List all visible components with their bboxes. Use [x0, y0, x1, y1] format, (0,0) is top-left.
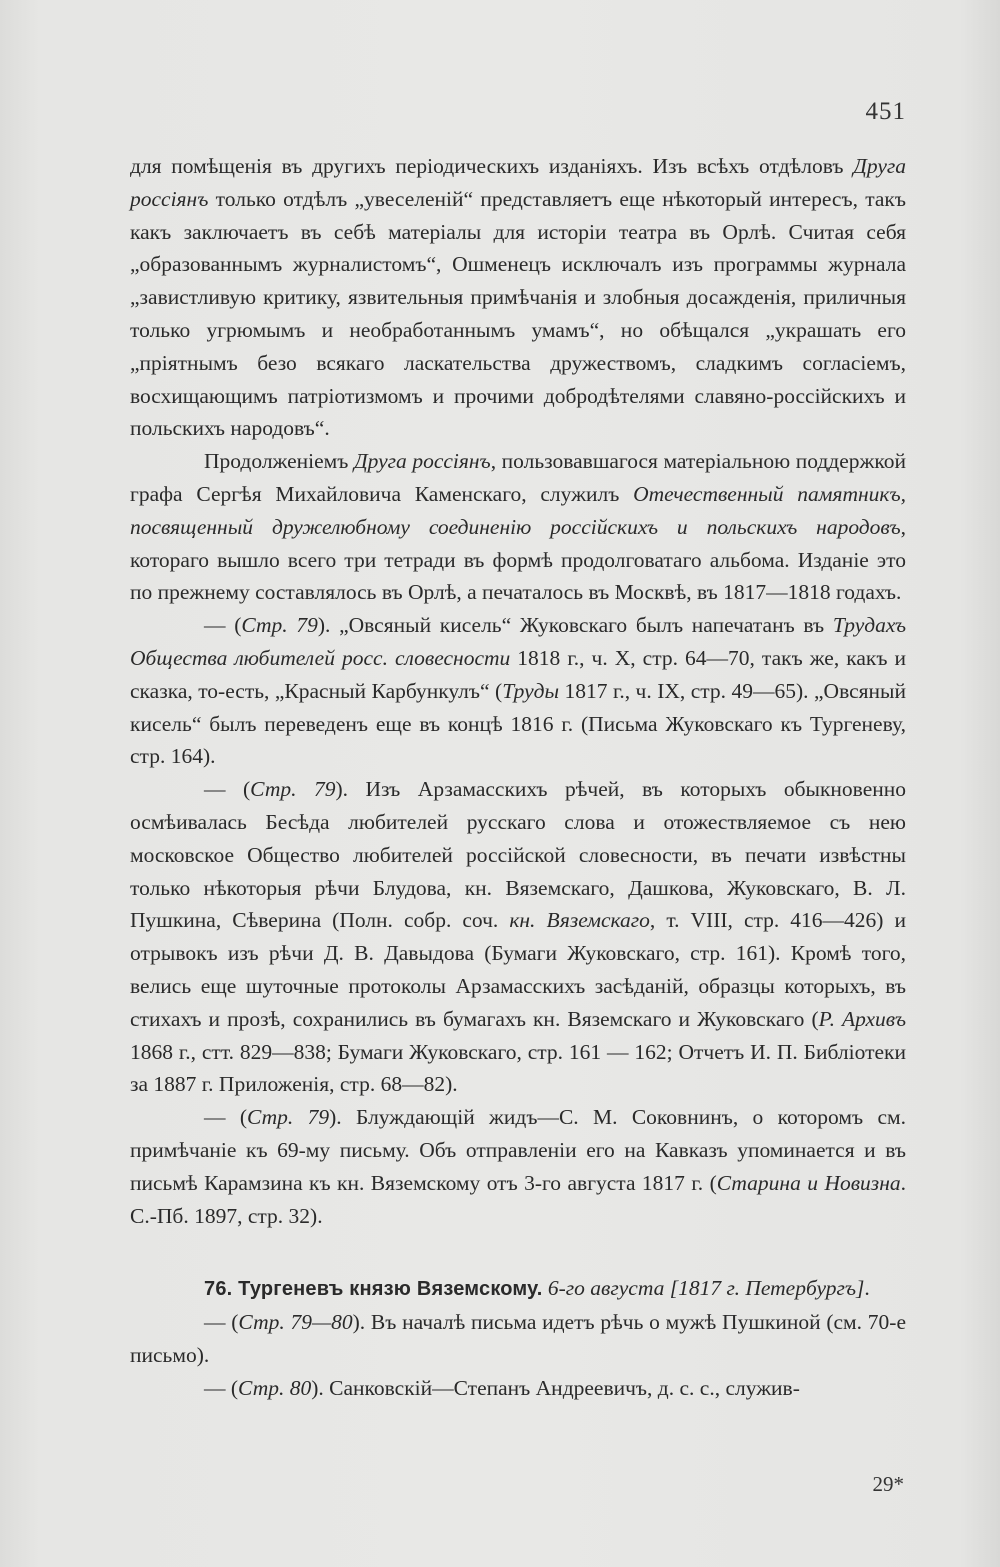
text-run: Продолженіемъ	[204, 449, 354, 474]
text-run: — (	[204, 1310, 239, 1335]
text-run: — (	[204, 1105, 247, 1130]
italic-text-run: Друга россіянъ	[353, 449, 491, 474]
text-run: ). Въ началѣ письма идетъ рѣчь о мужѣ Пушкиной (см. 70-е письмо).	[130, 1310, 906, 1367]
text-run: ). Блуждающій жидъ—С. М. Соковнинъ, о которомъ см. примѣчаніе къ 69-му письму. Объ отправленіи его на Кавказъ упоминается и въ письмѣ Карамзина къ кн. Вяземскому отъ 3-го августа 1817 г. (	[130, 1105, 906, 1195]
text-run: — (	[204, 1375, 239, 1400]
text-run: . С.-Пб. 1897, стр. 32).	[130, 1170, 906, 1228]
italic-text-run: Стр. 79	[250, 777, 336, 802]
italic-text-run: Отечественный памятникъ, посвященный дружелюбному соединенію россійскихъ и польскихъ народовъ	[130, 481, 906, 539]
text-run: , котораго вышло всего три тетради въ формѣ продолговатаго альбома. Изданіе это по прежнему составлялось въ Орлѣ, а печаталось въ Москвѣ, въ 1817—1818 годахъ.	[130, 514, 906, 605]
text-run: , пользовавшагося матеріальною поддержкой графа Сергѣя Михайловича Каменскаго, служилъ	[130, 449, 906, 506]
text-run: ). Изъ Арзамасскихъ рѣчей, въ которыхъ обыкновенно осмѣивалась Бесѣда любителей русскаго слова и отожествляемое съ нею московское Общество любителей россійской словесности, въ печати извѣстны только нѣкоторыя рѣчи Блудова, кн. Вяземскаго, Дашкова, Жуковскаго, В. Л. Пушкина, Сѣверина (Полн. собр. соч.	[130, 777, 906, 933]
text-run: только отдѣлъ „увеселеній“ представляетъ еще нѣкоторый интересъ, такъ какъ заключаетъ въ себѣ матеріалы для исторіи театра въ Орлѣ. Считая себя „образованнымъ журналистомъ“, Ошменецъ исключалъ изъ программы журнала „завистливую критику, язвительныя примѣчанія и злобныя досажденія, приличныя только угрюмымъ и необработаннымъ умамъ“, но обѣщался „украшать его „пріятнымъ безо всякаго ласкательства дружествомъ, сладкимъ согласіемъ, восхищающимъ патріотизмомъ и прочими добродѣтелями славяно-россійскихъ и польскихъ народовъ“.	[130, 186, 906, 441]
text-run: , т. VIII, стр. 416—426) и отрывокъ изъ рѣчи Д. В. Давыдова (Бумаги Жуковскаго, стр. 161). Кромѣ того, велись еще шуточные протоколы Арзамасскихъ засѣданій, образцы которыхъ, въ стихахъ и прозѣ, сохранились въ бумагахъ кн. Вяземскаго и Жуковскаго (	[130, 908, 907, 1031]
text-run: ). „Овсяный кисель“ Жуковскаго былъ напечатанъ въ	[317, 613, 833, 638]
italic-text-run: Стр. 79	[241, 613, 318, 638]
text-run: — (	[204, 777, 251, 802]
text-run: — (	[204, 613, 242, 638]
body-text	[130, 150, 906, 1404]
page-number: 451	[865, 98, 906, 125]
italic-text-run: 6-го августа [1817 г. Петербургъ]	[547, 1276, 865, 1301]
paragraph	[130, 1272, 906, 1306]
italic-text-run: Трудахъ Общества любителей росс. словесности	[130, 613, 906, 670]
paragraph	[130, 445, 906, 609]
text-run: 1818 г., ч. X, стр. 64—70, такъ же, какъ и сказка, то-есть, „Красный Карбункулъ“ (	[130, 645, 907, 703]
paragraph	[130, 1372, 906, 1405]
paragraph	[130, 1306, 906, 1372]
text-run: 1868 г., стт. 829—838; Бумаги Жуковскаго, стр. 161 — 162; Отчетъ И. П. Библіотеки за 1887 г. Приложенія, стр. 68—82).	[130, 1039, 906, 1097]
paragraph	[130, 1101, 906, 1232]
italic-text-run: Труды	[502, 678, 560, 703]
text-run: для помѣщенія въ другихъ періодическихъ изданіяхъ. Изъ всѣхъ отдѣловъ	[130, 154, 854, 178]
letter-heading: 76. Тургеневъ князю Вяземскому.	[204, 1278, 543, 1301]
italic-text-run: Друга россіянъ	[130, 154, 906, 211]
italic-text-run: Старина и Новизна	[716, 1170, 901, 1195]
italic-text-run: Стр. 80	[238, 1375, 312, 1400]
paragraph	[130, 773, 906, 1101]
italic-text-run: кн. Вяземскаго	[509, 908, 650, 933]
paragraph	[130, 609, 906, 773]
text-run: ). Санковскій—Степанъ Андреевичъ, д. с. с., служив-	[311, 1375, 800, 1400]
text-run: 1817 г., ч. IX, стр. 49—65). „Овсяный кисель“ былъ переведенъ еще въ концѣ 1816 г. (Письма Жуковскаго къ Тургеневу, стр. 164).	[130, 678, 906, 769]
signature-mark: 29*	[872, 1472, 904, 1496]
italic-text-run: Р. Архивъ	[818, 1006, 907, 1031]
italic-text-run: Стр. 79—80	[238, 1310, 353, 1335]
italic-text-run: Стр. 79	[247, 1105, 330, 1130]
paragraph	[130, 150, 906, 445]
text-run: .	[864, 1276, 870, 1301]
